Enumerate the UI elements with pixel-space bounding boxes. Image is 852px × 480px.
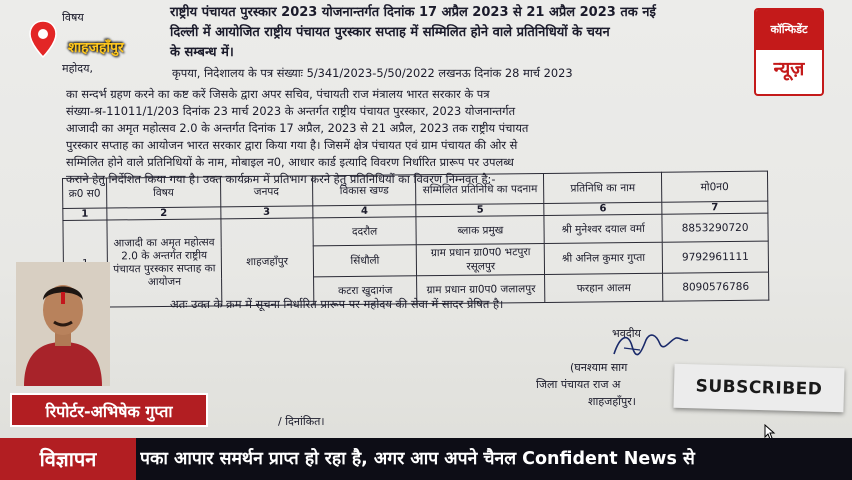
district-cell: शाहजहाँपुर bbox=[221, 218, 314, 306]
header-subject: विषय bbox=[106, 177, 220, 208]
col-number: 6 bbox=[544, 202, 662, 215]
paragraph-line-2: का सन्दर्भ ग्रहण करने का कष्ट करें जिसके द्वारा अपर सचिव, पंचायती राज मंत्रालय भारत सरकार के पत्र bbox=[66, 87, 490, 101]
col-number: 7 bbox=[662, 201, 768, 214]
representatives-table bbox=[62, 171, 769, 308]
logo-top-text: कॉन्फिडेंट bbox=[756, 10, 822, 50]
subject-line-3: के सम्बन्ध में। bbox=[170, 45, 234, 60]
designation-cell: ग्राम प्रधान ग्रा0प0 जलालपुर bbox=[417, 274, 545, 303]
name-cell: फरहान आलम bbox=[545, 273, 663, 302]
handwritten-signature bbox=[610, 326, 690, 362]
subject-label: विषय bbox=[62, 11, 84, 24]
subject-cell: आजादी का अमृत महोत्सव 2.0 के अन्तर्गत राष्ट्रीय पंचायत पुरस्कार सप्ताह का आयोजन bbox=[107, 219, 222, 307]
closing-word: भवदीय bbox=[612, 327, 641, 340]
signatory-designation: जिला पंचायत राज अ bbox=[536, 378, 621, 391]
mobile-cell: 8853290720 bbox=[662, 213, 768, 242]
header-name: प्रतिनिधि का नाम bbox=[544, 172, 662, 203]
closing-note: अतः उक्त के क्रम में सूचना निर्धारित प्रारूप पर महोदय की सेवा में सादर प्रेषित है। bbox=[170, 297, 504, 311]
signatory-name: (घनश्याम साग bbox=[570, 361, 628, 374]
header-designation: सम्मिलित प्रतिनिधि का पदनाम bbox=[416, 173, 544, 204]
signatory-place: शाहजहाँपुर। bbox=[588, 395, 636, 408]
block-cell: ददरौल bbox=[313, 217, 417, 246]
block-cell: कटरा खुदागंज bbox=[313, 276, 417, 305]
name-cell: श्री अनिल कुमार गुप्ता bbox=[544, 242, 662, 274]
mobile-cell: 8090576786 bbox=[663, 272, 769, 301]
reporter-photo bbox=[16, 262, 110, 386]
reporter-avatar bbox=[16, 262, 110, 386]
ticker-tag: विज्ञापन bbox=[0, 438, 136, 480]
reporter-name-banner: रिपोर्टर-अभिषेक गुप्ता bbox=[10, 393, 208, 427]
logo-bottom-text: न्यूज़ bbox=[773, 58, 805, 80]
col-number: 3 bbox=[221, 206, 313, 219]
channel-logo bbox=[754, 8, 824, 96]
designation-cell: ब्लाक प्रमुख bbox=[416, 215, 544, 244]
mobile-cell: 9792961111 bbox=[662, 241, 768, 273]
dated-label: / दिनांकित। bbox=[278, 415, 325, 428]
header-mobile: मो0न0 bbox=[662, 171, 768, 202]
salutation: महोदय, bbox=[62, 62, 93, 75]
paragraph-line-5: पुरस्कार सप्ताह का आयोजन भारत सरकार द्वारा किया गया है। जिसमें क्षेत्र पंचायत एवं ग्राम पंचायत की ओर से bbox=[66, 138, 518, 152]
header-district: जनपद bbox=[220, 176, 312, 207]
paragraph-line-6: सम्मिलित होने वाले प्रतिनिधियों के नाम, मोबाइल न0, आधार कार्ड इत्यादि विवरण निर्धारित प्रारूप पर उपलब्ध bbox=[66, 155, 514, 169]
col-number: 1 bbox=[63, 208, 107, 220]
map-pin-icon bbox=[28, 20, 58, 58]
name-cell: श्री मुनेश्वर दयाल वर्मा bbox=[544, 214, 662, 243]
ticker-text: पका आपार समर्थन प्राप्त हो रहा है, अगर आप अपने चैनल Confident News से bbox=[140, 449, 695, 469]
col-number: 5 bbox=[416, 203, 544, 216]
header-block: विकास खण्ड bbox=[312, 175, 416, 206]
block-cell: सिंधौली bbox=[313, 245, 417, 277]
paragraph-line-3: संख्या-श्र-11011/1/203 दिनांक 23 मार्च 2023 के अन्तर्गत राष्ट्रीय पंचायत पुरस्कार, 2023 योजनान्तर्गत bbox=[66, 104, 516, 118]
subject-line-1: राष्ट्रीय पंचायत पुरस्कार 2023 योजनान्तर्गत दिनांक 17 अप्रैल 2023 से 21 अप्रैल 2023 तक नई bbox=[170, 5, 656, 20]
col-number: 2 bbox=[107, 207, 221, 220]
subscribed-button[interactable]: SUBSCRIBED bbox=[673, 364, 844, 412]
paragraph-line-4: आजादी का अमृत महोत्सव 2.0 के अन्तर्गत दिनांक 17 अप्रैल, 2023 से 21 अप्रैल, 2023 तक राष्ट्रीय पंचायत bbox=[66, 121, 529, 135]
designation-cell: ग्राम प्रधान ग्रा0प0 भटपुरा रसूलपुर bbox=[417, 243, 545, 275]
location-label: शाहजहाँपुर bbox=[68, 40, 124, 56]
paragraph-line-1: कृपया, निदेशालय के पत्र संख्याः 5/341/2023-5/50/2022 लखनऊ दिनांक 28 मार्च 2023 bbox=[172, 66, 573, 80]
header-serial: क्र0 स0 bbox=[63, 178, 107, 208]
col-number: 4 bbox=[312, 205, 416, 218]
subject-line-2: दिल्ली में आयोजित राष्ट्रीय पंचायत पुरस्कार सप्ताह में सम्मिलित होने वाले प्रतिनिधियों के चयन bbox=[170, 25, 610, 40]
paragraph-line-7: कराने हेतु निर्देशित किया गया है। उक्त कार्यक्रम में प्रतिभाग करने हेतु प्रतिनिधियों का विवरण निम्नवत है:- bbox=[66, 172, 496, 186]
